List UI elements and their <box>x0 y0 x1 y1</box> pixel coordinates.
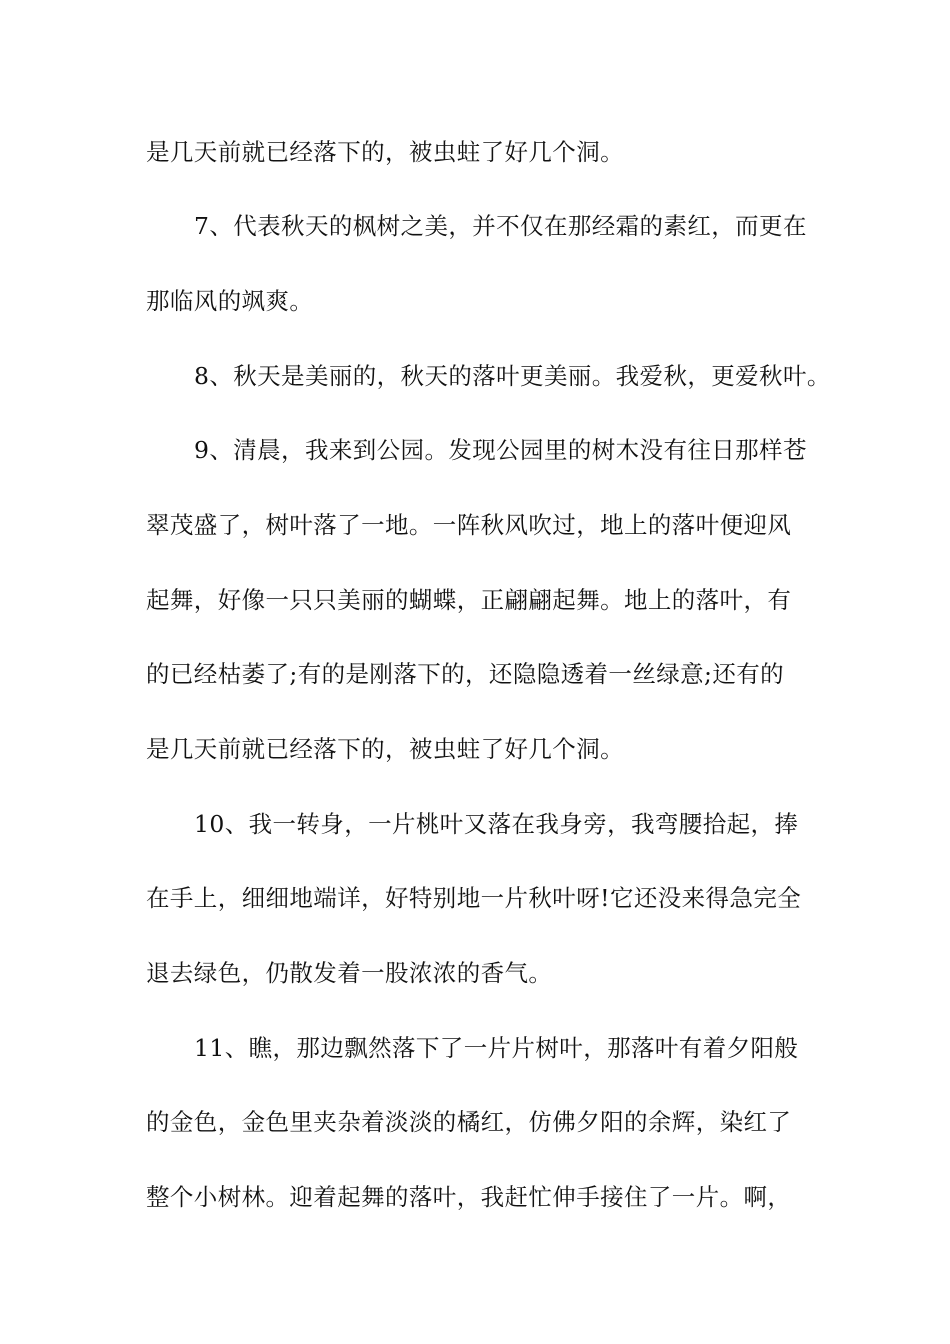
text-line: 在手上，细细地端详，好特别地一片秋叶呀!它还没来得急完全 <box>146 884 802 912</box>
text-line: 翠茂盛了，树叶落了一地。一阵秋风吹过，地上的落叶便迎风 <box>146 511 792 539</box>
text-line: 的已经枯萎了;有的是刚落下的，还隐隐透着一丝绿意;还有的 <box>146 660 785 688</box>
paragraph-11-line-1: 11、瞧，那边飘然落下了一片片树叶，那落叶有着夕阳般 <box>194 1034 799 1062</box>
text-line: 是几天前就已经落下的，被虫蛀了好几个洞。 <box>146 138 624 166</box>
text-line: 是几天前就已经落下的，被虫蛀了好几个洞。 <box>146 735 624 763</box>
paragraph-9-line-1: 9、清晨，我来到公园。发现公园里的树木没有往日那样苍 <box>194 436 807 464</box>
text-line: 退去绿色，仍散发着一股浓浓的香气。 <box>146 959 553 987</box>
text-line: 那临风的飒爽。 <box>146 287 314 315</box>
paragraph-7-line-1: 7、代表秋天的枫树之美，并不仅在那经霜的素红，而更在 <box>194 212 807 240</box>
text-line: 整个小树林。迎着起舞的落叶，我赶忙伸手接住了一片。啊， <box>146 1183 792 1211</box>
text-line: 的金色，金色里夹杂着淡淡的橘红，仿佛夕阳的余辉，染红了 <box>146 1108 792 1136</box>
text-line: 起舞，好像一只只美丽的蝴蝶，正翩翩起舞。地上的落叶，有 <box>146 586 792 614</box>
paragraph-8-line-1: 8、秋天是美丽的，秋天的落叶更美丽。我爱秋，更爱秋叶。 <box>194 362 831 390</box>
paragraph-10-line-1: 10、我一转身，一片桃叶又落在我身旁，我弯腰拾起，捧 <box>194 810 799 838</box>
